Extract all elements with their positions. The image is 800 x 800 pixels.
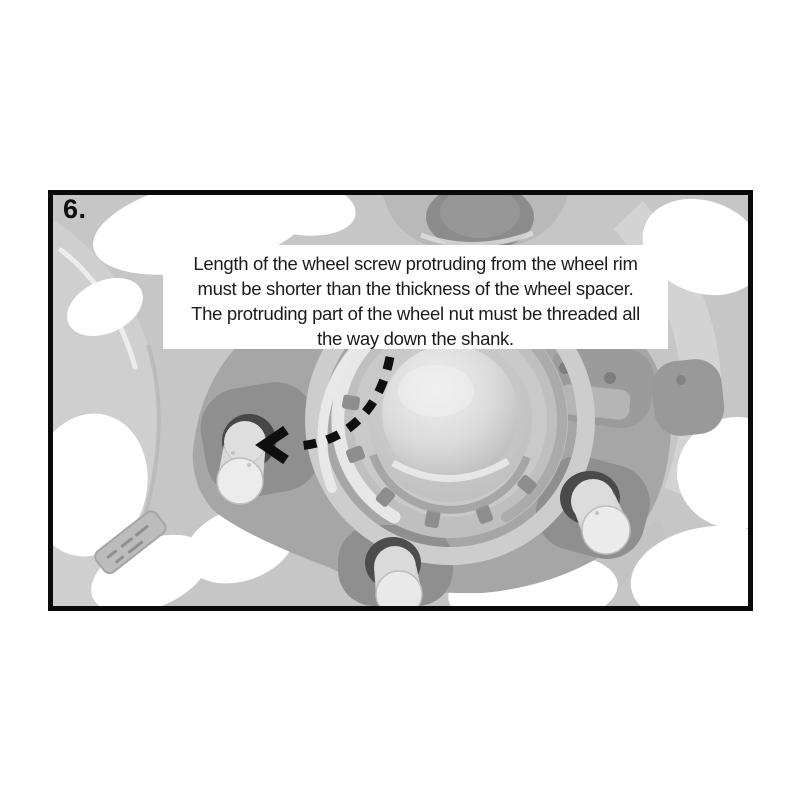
step-number: 6. — [63, 194, 87, 224]
caption-box — [163, 245, 668, 349]
caption-line-4: the way down the shank. — [317, 328, 514, 349]
caption-line-3: The protruding part of the wheel nut must be threaded all — [191, 303, 640, 324]
caption-line-1: Length of the wheel screw protruding from the wheel rim — [193, 253, 638, 274]
caption-line-2: must be shorter than the thickness of the wheel spacer. — [197, 278, 634, 299]
instruction-figure-frame — [48, 190, 753, 611]
